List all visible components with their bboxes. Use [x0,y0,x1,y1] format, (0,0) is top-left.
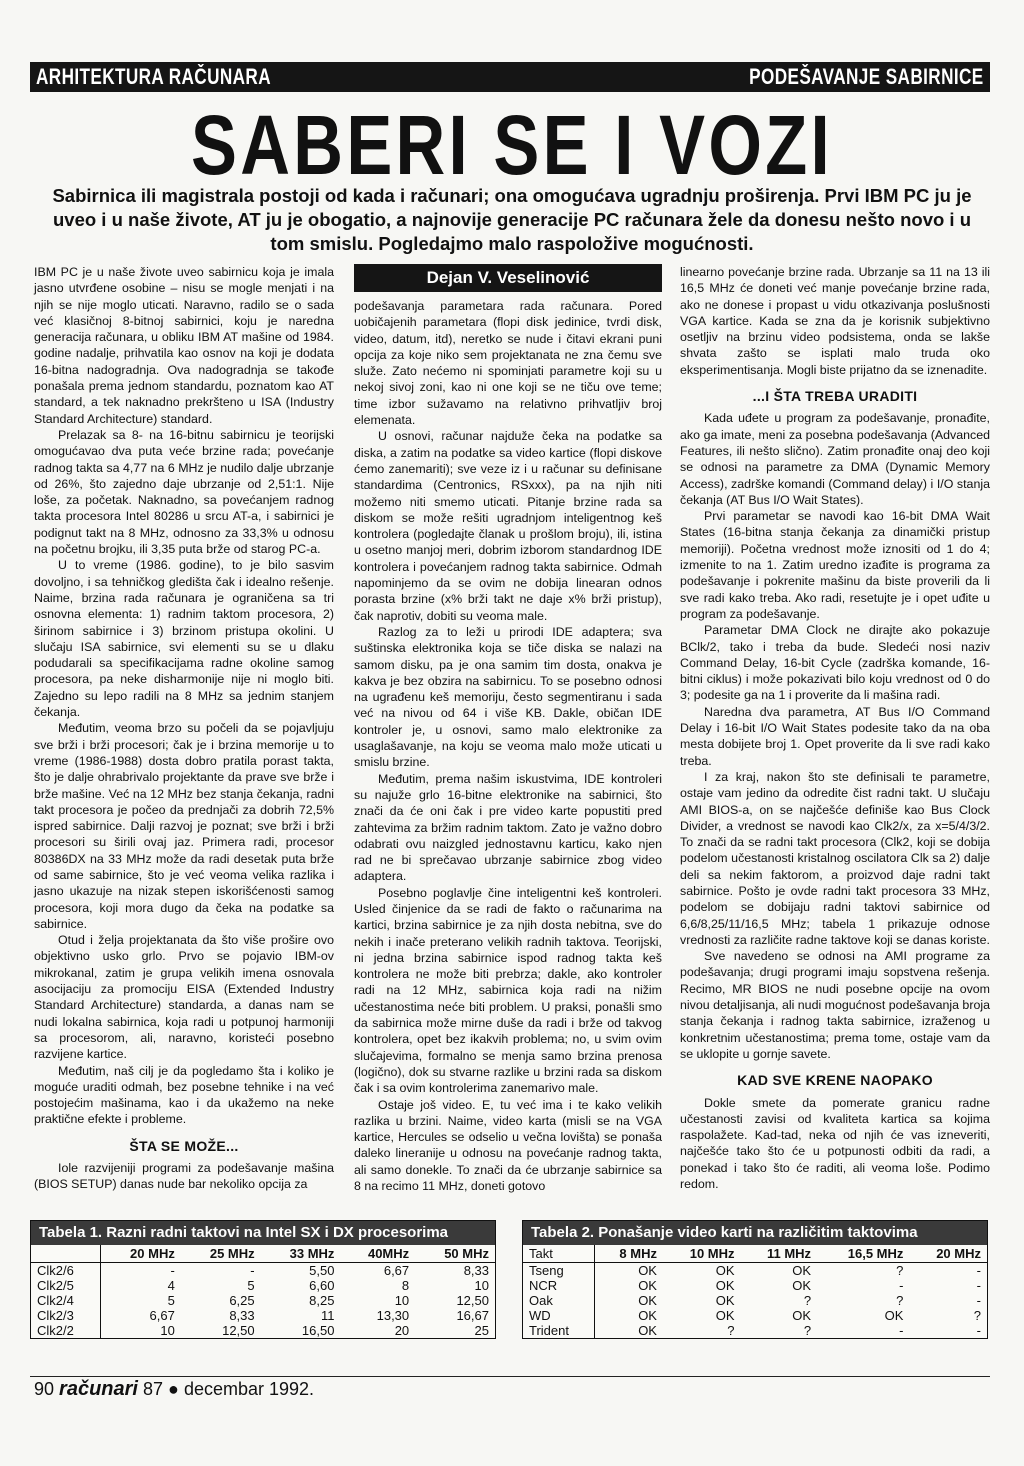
table-cell: Oak [523,1293,595,1308]
table-cell: ? [803,1293,812,1308]
table-cell: 11 [320,1308,335,1323]
paragraph: Naredna dva parametra, AT Bus I/O Command Delay i 16-bit I/O Wait States podesite tako da na oba mesta dobijete broj 1. Opet proverite da li sve radi kako treba. [680,704,990,768]
table-row [31,1323,495,1338]
table-row [31,1278,495,1293]
issue-number: 87 [143,1379,164,1399]
paragraph: Razlog za to leži u prirodi IDE adaptera; sva suštinska elektronika koja se tiče diska se nalazi na samom disku, pa je ona samim tim dosta, onakva je kakva je bez obzira na sabirnicu. To se posebno odnosi na ugrađenu keš memoriju, često segmentiranu i sada već na nivou od 64 i više KB. Dakle, običan IDE kontroler je, u osnovi, samo malo elektronike za usaglašavanje, na koju se veoma malo može uticati u smislu brzine. [354,624,662,770]
table-cell: 16,50 [301,1323,335,1338]
subheading-sta-se-moze: ŠTA SE MOŽE... [129,1137,239,1154]
table-cell: 10 [474,1278,489,1293]
table-cell: Tseng [523,1263,595,1279]
table-header-cell: 20 MHz [100,1245,181,1263]
table-cell: OK [638,1293,657,1308]
paragraph: Kada uđete u program za podešavanje, pronađite, ako ga imate, meni za posebna podešavanja (Advanced Features, ili nešto slično). Zatim pronađite onaj deo koji se odnosi na parametre za DMA (Dynamic Memory Access), zadrške komandi (Command delay) i I/O stanja čekanja (AT Bus I/O Wait States). [680,411,990,507]
paragraph: linearno povećanje brzine rada. Ubrzanje sa 11 na 13 ili 16,5 MHz će doneti već manje povećanje brzine rada, ako ne donese i propast u vidu otkazivanja poslušnosti VGA kartice. Kada se zna da je korisnik subjektivno osetljiv na brzinu video podsistema, onda se lakše shvata zašto se isplati malo truda oko eksperimentisanja. Mogli biste prijatno da se iznenadite. [680,265,990,377]
issue-date: decembar 1992. [183,1379,315,1399]
page-number: 90 [34,1379,55,1399]
table-cell: 8,33 [229,1308,255,1323]
subheading-kad-sve-krene-naopako: KAD SVE KRENE NAOPAKO [737,1072,933,1089]
column-1 [34,264,334,1193]
table-row [31,1308,495,1323]
table-cell: 6,60 [309,1278,335,1293]
table-cell: 20 [394,1323,410,1338]
table-cell: Clk2/5 [31,1278,100,1293]
table-cell: 12,50 [456,1293,489,1308]
table-cell: OK [792,1263,812,1278]
table-1-grid [31,1245,495,1338]
paragraph: Međutim, veoma brzo su počeli da se pojavljuju sve brži i brži procesori; čak je i brzina memorije u to vreme (1986-1988) dosta dobro pratila porast takta, što je dalje ohrabrivalo projektante da prave sve brže i brže mašine. Već na 12 MHz bez stanja čekanja, radni takt procesora je počeo da prednjači za dobrih 72,5% ispred sabirnice. Dalji razvoj je poznat; sve brži i brži procesori su širili ovaj jaz. Primera radi, procesor 80386DX na 33 MHz može da radi desetak puta brže od same sabirnice, što je već veoma velika razlika i jasno ukazuje na nizak stepen iskorišćenosti samog procesora, koji mora dugo da čeka na podatke sa sabirnice. [34,721,334,931]
paragraph: Ostaje još video. E, tu već ima i te kako velikih razlika u brzini. Naime, video karta (misli se na VGA kartice, Hercules se odselio u večna lovišta) se ponaša daleko lineranije u odnosu na povećanje radnog takta, ali samo donekle. To znači da će ubrzanje sabirnice sa 8 na recimo 11 MHz, doneti gotovo [354,1097,662,1194]
column-2 [354,264,662,1194]
table-cell: OK [792,1308,812,1323]
table-cell: ? [896,1263,904,1278]
subheading-sta-treba-uraditi: ...I ŠTA TREBA URADITI [752,388,918,405]
table-header-cell: Takt [523,1245,595,1263]
table-header-cell: 10 MHz [663,1245,741,1263]
paragraph: Posebno poglavlje čine inteligentni keš kontroleri. Usled činjenice da se radi de fakto o računarima na kartici, brzina sabirnice je za njih dosta nebitna, sve do nekih i inače preterano velikih radnih taktova. Teorijski, ni jedna brzina sabirnice ispod radnog takta keš kontrolera ne može biti prebrza; dakle, ako kontroler radi na 12 MHz, sabirnica koja radi na nižim učestanostima neće biti problem. U praksi, ponašli smo da sabirnica može mirne duše da radi i brže od takvog kontrolera, opet bez ikakvih problema; no, u svim ovim slučajevima, formalno se menja samo brzina prenosa (logično), dok su stvarne razlike u brzini rada sa diskom čak i sa ovim kontrolerima zanemarivo male. [354,885,662,1096]
table-cell: Clk2/6 [31,1263,100,1279]
paragraph: Otud i želja projektanata da što više proširе ovo objektivno usko grlo. Prvo se pojavio IBM-ov mikrokanal, zatim je grupa velikih imena osnovala asocijaciju za promociju EISA (Extended Industry Standard Architecture) standarda, a danas nam se nudi lokalna sabirnica, koja radi u potpunoj harmoniji sa procesorom, ali, naravno, koristeći posebno razvijene kartice. [34,933,334,1062]
paragraph: podešavanja parametara rada računara. Pored uobičajenih parametara (flopi disk jedinice, tvrdi disk, video, datum, itd), neretko se nude i čitavi ekrani puni opcija za koje niko sem projektanata ne zna čemu sve služe. Zato nećemo ni spominjati parametre koji su u nekoj sivoj zoni, kao ni one koji se ne tiču ove teme; time izbor sužavamo na relativno prihvatljiv broj elemenata. [354,299,662,428]
table-cell: OK [715,1263,735,1278]
table-row [31,1293,495,1308]
paragraph: IBM PC je u naše živote uveo sabirnicu koja je imala jasno utvrđene osobine – nisu se mogle menjati i na njih se nije moglo uticati. Naravno, radilo se o sada već klasičnoj 8-bitnoj sabirnici, koju je naredna generacija računara, u obliku IBM AT mašine od 1984. godine nadalje, prihvatila kao osnov na koji je dodata 16-bitna nadogradnja. Ova nadogradnja se takođe ponašala prema jednom standardu, poznatom kao AT standard, a tek naknadno prekršteno u ISA (Industry Standard Architecture) standard. [34,265,334,426]
table-cell: OK [638,1263,657,1278]
author-banner: Dejan V. Veselinović [354,264,662,292]
table-cell: 12,50 [222,1323,255,1338]
table-cell: 16,67 [456,1308,489,1323]
table-cell: 13,30 [376,1308,410,1323]
paragraph: Međutim, prema našim iskustvima, IDE kontroleri su najuže grlo 16-bitne elektronike na sabirnici, što znači da će oni čak i pre video karte popustiti pred zahtevima za bržim radnim taktom. Zato je važno dobro odabrati ovu naizgled jednostavnu karticu, kako njen rad ne bi sprečavao ubrzanje sabirnice zbog video adaptera. [354,771,662,884]
table-header-cell: 25 MHz [181,1245,261,1263]
table-cell: - [899,1323,904,1338]
table-header-row [31,1245,495,1263]
section-header-bar [30,62,990,92]
table-cell: OK [715,1293,735,1308]
table-cell: Clk2/4 [31,1293,100,1308]
table-cell: NCR [523,1278,595,1293]
table-cell: 5 [167,1293,175,1308]
paragraph: Parametar DMA Clock ne dirajte ako pokazuje BClk/2, tako i treba da bude. Sledeći nosi naziv Command Delay, 16-bit Cycle (zadrška komande, 16-bitni ciklus) i može pokazivati bilo koju vrednost od 0 do 3; podesite ga na 1 i proverite da li mašina radi. [680,623,990,703]
table-row [523,1308,987,1323]
paragraph: I za kraj, nakon što ste definisali te parametre, ostaje vam jedino da odredite čist radni takt. U slučaju AMI BIOS-a, on se najčešće definiše kao Bus Clock Divider, a vrednost se navodi kao Clk2/x, za x=5/4/3/2. To znači da se radni takt procesora (Clk2, koji se dobija podelom učestanosti kristalnog oscilatora Clk sa 2) dalje deli sa nekim faktorom, a proizvod daje radni takt sabirnice. Pošto je ovde radni takt procesora 33 MHz, podelom se dobijaju radni taktovi sabirnice od 6,6/8,25/11/16,5 MHz; tabela 1 prikazuje odnose vrednosti za različite radne taktove koji se danas koriste. [680,769,990,947]
paragraph: Sve navedeno se odnosi na AMI programe za podešavanja; drugi programi imaju sopstvena rešenja. Recimo, MR BIOS ne nudi posebne opcije na ovom nivou detaljisanja, ali nudi mogućnost podešavanja broja stanja čekanja i radnog takta sabirnice, izraženog u konkretnim učestanostima; prema tome, ostaje vam da se uklopite u gornje savete. [680,949,990,1061]
table-cell: 10 [160,1323,175,1338]
table-row [523,1293,987,1308]
table-header-cell: 8 MHz [595,1245,663,1263]
column-3 [680,264,990,1192]
table-cell: 6,67 [383,1263,410,1278]
table-header-cell: 16,5 MHz [817,1245,909,1263]
paragraph: Dokle smete da pomerate granicu radne učestanosti zavisi od kvaliteta kartica sa kojima raspolažete. Kad-tad, neka od njih će vas izneveriti, najčešće tako što će u potpunosti odbiti da radi, a ponekad i tako što će raditi, ali veoma loše. Podimo redom. [680,1095,990,1192]
table-cell: OK [638,1278,657,1293]
page-footer [34,1378,314,1401]
table-header-cell: 11 MHz [741,1245,818,1263]
article-title: SABERI SE I VOZI [191,98,833,192]
bullet-icon: ● [168,1379,179,1399]
table-cell: - [976,1323,981,1338]
table-cell: - [250,1263,255,1278]
table-cell: - [170,1263,175,1278]
table-cell: ? [727,1323,735,1338]
table-cell: Clk2/3 [31,1308,100,1323]
table-header-cell: 40MHz [340,1245,415,1263]
table-cell: 10 [394,1293,410,1308]
table-cell: 5 [247,1278,255,1293]
table-1-caption: Tabela 1. Razni radni taktovi na Intel SX i DX procesorima [31,1221,495,1245]
table-cell: 25 [474,1323,489,1338]
table-2 [522,1220,988,1339]
table-1 [30,1220,496,1339]
magazine-logo: računari [59,1378,138,1400]
table-cell: 6,25 [229,1293,255,1308]
table-header-cell: 20 MHz [909,1245,987,1263]
section-left-label: ARHITEKTURA RAČUNARA [36,64,271,89]
footer-rule [30,1376,990,1377]
paragraph: Iole razvijeniji programi za podešavanje mašina (BIOS SETUP) danas nude bar nekoliko opcija za [34,1161,334,1192]
table-cell: OK [715,1278,735,1293]
section-right-label: PODEŠAVANJE SABIRNICE [749,64,984,89]
table-row [523,1263,987,1279]
table-header-row [523,1245,987,1263]
table-cell: 8 [401,1278,410,1293]
table-cell: OK [792,1278,812,1293]
table-row [523,1323,987,1338]
table-cell: 8,25 [309,1293,335,1308]
table-cell: OK [638,1308,657,1323]
table-cell: - [899,1278,904,1293]
table-cell: 8,33 [463,1263,489,1278]
table-cell: WD [523,1308,595,1323]
table-header-cell: 33 MHz [261,1245,341,1263]
table-cell: - [976,1263,981,1278]
table-cell: OK [715,1308,735,1323]
table-cell: - [976,1278,981,1293]
paragraph: Prelazak sa 8- na 16-bitnu sabirnicu je teorijski omogućavao dva puta veće brzine rada; povećanje radnog takta sa 4,77 na 6 MHz je nudilo dalje ubrzanje od 26%, što zajedno daje ubrzanje od 2,51:1. Nije loše, za početak. Naknadno, sa povećanjem radnog takta procesora Intel 80286 u srcu AT-a, i sabirnici je podignut takt na 8 MHz, odnosno za 33,3% u odnosu na početnu brojku, ili 3,35 puta brže od starog PC-a. [34,427,334,557]
table-cell: Clk2/2 [31,1323,100,1338]
paragraph: Međutim, naš cilj je da pogledamo šta i koliko je moguće uraditi odmah, bez posebne tehnike i na već postojećim mašinama, kao i da ukažemo na neke praktične efekte i probleme. [34,1063,334,1127]
table-cell: ? [896,1293,904,1308]
table-cell: Trident [523,1323,595,1338]
table-2-caption: Tabela 2. Ponašanje video karti na različitim taktovima [523,1221,987,1245]
table-row [31,1263,495,1279]
table-cell: ? [973,1308,981,1323]
paragraph: U to vreme (1986. godine), to je bilo sasvim dovoljno, i sa tehničkog gledišta čak i idealno rešenje. Naime, brzina rada računara je ograničena sa tri osnovna elementa: 1) radnim taktom procesora, 2) širinom sabirnice i 3) brzinom pristupa okolini. U slučaju ISA sabirnice, svi elementi su se u dlaku podudarali sa specifikacijama radne okoline samog procesora, pa neke disharmonije nije ni moglo biti. Zajedno su lepo radili na 8 MHz sa jednim stanjem čekanja. [34,558,334,720]
table-header-cell: 50 MHz [415,1245,495,1263]
table-cell: 4 [167,1278,175,1293]
table-header-cell [31,1245,100,1263]
paragraph: U osnovi, računar najduže čeka na podatke sa diska, a zatim na podatke sa video kartice (flopi diskove ćemo zanemariti); sve veze iz i u računar su definisane standardima (Centronics, RSxxx), pa na njih niti možemo niti smemo uticati. Pitanje brzine rada sa diskom se može rešiti ugradnjom inteligentnog keš kontrolera (pogledajte članak u prošlom broju), ili, istina u osetno manjoj meri, dobrim izborom standardnog IDE kontrolera i povećanjem radnog takta sabirnice. Odmah napominjemo da se ovim ne dobija linearan odnos porasta brzine (x% brži takt ne daje x% brži pristup), čak naprotiv, dobiti su veoma male. [354,429,662,623]
article-lead: Sabirnica ili magistrala postoji od kada i računari; ona omogućava ugradnju proširenja. Prvi IBM PC ju je uveo i u naše živote, AT ju je obogatio, a najnovije generacije PC računara žele da donesu nešto novo i u tom smislu. Pogledajmo malo raspoložive mogućnosti. [52,185,972,254]
table-row [523,1278,987,1293]
table-cell: OK [884,1308,904,1323]
table-cell: ? [803,1323,812,1338]
paragraph: Prvi parametar se navodi kao 16-bit DMA Wait States (16-bitna stanja čekanja za dinamički pristup memoriji). Početna vrednost može iznositi od 1 do 4; izmenite to na 1. Zatim uredno izađite is programa za podešavanje i pokrenite mašinu da biste proverili da li sve radi kako treba. Ako radi, resetujte je i opet uđite u program za podešavanje. [680,509,990,621]
table-cell: 5,50 [309,1263,335,1278]
table-cell: - [976,1293,981,1308]
table-2-grid [523,1245,987,1338]
table-cell: OK [638,1323,657,1338]
table-cell: 6,67 [149,1308,175,1323]
